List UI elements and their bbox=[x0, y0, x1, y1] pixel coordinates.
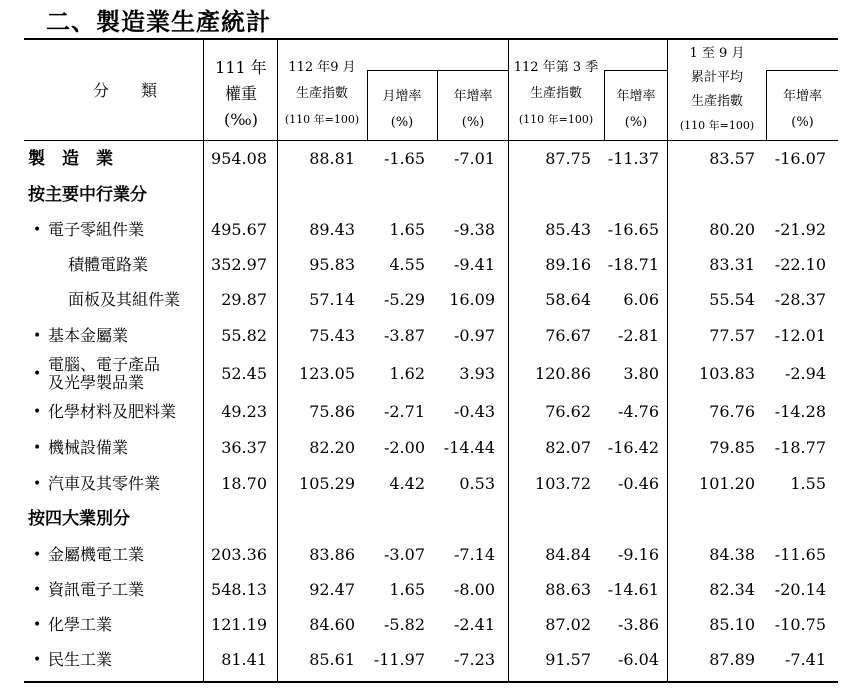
table-cell: -10.75 bbox=[774, 615, 826, 634]
table-cell: 91.57 bbox=[545, 650, 591, 669]
table-cell: -0.97 bbox=[453, 326, 495, 345]
table-cell: 82.34 bbox=[709, 580, 755, 599]
table-cell: -16.07 bbox=[774, 149, 826, 168]
table-cell: -20.14 bbox=[774, 580, 826, 599]
table-cell: 84.60 bbox=[309, 615, 355, 634]
table-cell: 81.41 bbox=[221, 650, 267, 669]
row-label: 按主要中行業分 bbox=[28, 185, 147, 205]
table-cell: 76.62 bbox=[545, 402, 591, 421]
table-row bbox=[0, 607, 866, 643]
table-cell: 3.80 bbox=[623, 364, 659, 383]
table-cell: 495.67 bbox=[211, 220, 267, 239]
table-cell: 89.43 bbox=[309, 220, 355, 239]
table-cell: 77.57 bbox=[709, 326, 755, 345]
table-row bbox=[0, 141, 866, 177]
table-cell: 75.43 bbox=[309, 326, 355, 345]
header-category: 分 類 bbox=[92, 81, 157, 100]
table-cell: 92.47 bbox=[309, 580, 355, 599]
table-cell: -6.04 bbox=[617, 650, 659, 669]
table-row bbox=[0, 212, 866, 248]
table-cell: -3.07 bbox=[383, 545, 425, 564]
table-cell: 84.84 bbox=[545, 545, 591, 564]
table-row bbox=[0, 318, 866, 354]
page-title: 二、製造業生產統計 bbox=[46, 8, 271, 36]
bullet-mark: • bbox=[33, 222, 42, 238]
table-cell: 84.38 bbox=[709, 545, 755, 564]
row-label-line1: 電腦、電子產品 bbox=[48, 355, 161, 374]
table-cell: 88.63 bbox=[545, 580, 591, 599]
table-cell: -0.46 bbox=[617, 474, 659, 493]
table-cell: 18.70 bbox=[221, 474, 267, 493]
table-cell: -22.10 bbox=[774, 255, 826, 274]
table-cell: 1.65 bbox=[389, 220, 425, 239]
bullet-mark: • bbox=[33, 547, 42, 563]
table-cell: 101.20 bbox=[699, 474, 755, 493]
table-cell: -2.00 bbox=[383, 438, 425, 457]
row-label: 電子零組件業 bbox=[48, 220, 145, 239]
table-cell: 76.67 bbox=[545, 326, 591, 345]
table-cell: 85.10 bbox=[709, 615, 755, 634]
table-cell: 103.83 bbox=[699, 364, 755, 383]
bullet-mark: • bbox=[33, 652, 42, 668]
table-cell: 80.20 bbox=[709, 220, 755, 239]
header-mom: 月增率 (%) bbox=[382, 89, 422, 130]
table-cell: -12.01 bbox=[774, 326, 826, 345]
table-cell: 82.20 bbox=[309, 438, 355, 457]
table-cell: 83.31 bbox=[709, 255, 755, 274]
table-cell: -2.41 bbox=[453, 615, 495, 634]
table-cell: -9.41 bbox=[453, 255, 495, 274]
table-cell: 352.97 bbox=[211, 255, 267, 274]
bullet-mark: • bbox=[33, 617, 42, 633]
row-label: 基本金屬業 bbox=[48, 326, 129, 345]
bullet-mark: • bbox=[33, 582, 42, 598]
row-label-line2: 及光學製品業 bbox=[48, 373, 145, 392]
table-cell: -18.77 bbox=[774, 438, 826, 457]
table-cell: 88.81 bbox=[309, 149, 355, 168]
table-cell: 83.57 bbox=[709, 149, 755, 168]
table-row bbox=[0, 501, 866, 537]
table-cell: -2.81 bbox=[617, 326, 659, 345]
table-cell: -14.61 bbox=[607, 580, 659, 599]
table-cell: 55.82 bbox=[221, 326, 267, 345]
header-index-q3: 112 年第 3 季 生產指數 (110 年=100) bbox=[513, 60, 599, 126]
table-cell: 89.16 bbox=[545, 255, 591, 274]
table-row bbox=[0, 537, 866, 573]
table-cell: 954.08 bbox=[211, 149, 267, 168]
table-cell: 87.89 bbox=[709, 650, 755, 669]
table-row bbox=[0, 572, 866, 608]
header-index-cum: 1 至 9 月 累計平均 生產指數 (110 年=100) bbox=[679, 46, 755, 132]
row-label: 製 造 業 bbox=[28, 149, 113, 169]
table-cell: 121.19 bbox=[211, 615, 267, 634]
table-row bbox=[0, 282, 866, 318]
table-cell: -7.01 bbox=[453, 149, 495, 168]
table-cell: 85.61 bbox=[309, 650, 355, 669]
table-row bbox=[0, 177, 866, 213]
table-row bbox=[0, 642, 866, 678]
table-cell: -8.00 bbox=[453, 580, 495, 599]
table-cell: 83.86 bbox=[309, 545, 355, 564]
table-cell: 95.83 bbox=[309, 255, 355, 274]
table-cell: -5.29 bbox=[383, 290, 425, 309]
header-mid-rule-3 bbox=[766, 70, 838, 71]
table-cell: 52.45 bbox=[221, 364, 267, 383]
table-cell: -16.65 bbox=[607, 220, 659, 239]
table-cell: 75.86 bbox=[309, 402, 355, 421]
table-cell: -14.28 bbox=[774, 402, 826, 421]
table-cell: 6.06 bbox=[623, 290, 659, 309]
header-yoy-q3: 年增率 (%) bbox=[616, 89, 656, 130]
table-cell: -0.43 bbox=[453, 402, 495, 421]
bullet-mark: • bbox=[33, 366, 42, 382]
table-cell: 49.23 bbox=[221, 402, 267, 421]
table-cell: 103.72 bbox=[535, 474, 591, 493]
table-cell: 1.65 bbox=[389, 580, 425, 599]
row-label: 汽車及其零件業 bbox=[48, 474, 161, 493]
table-cell: -11.97 bbox=[373, 650, 425, 669]
row-label: 積體電路業 bbox=[68, 255, 149, 274]
table-cell: 29.87 bbox=[221, 290, 267, 309]
table-cell: 120.86 bbox=[535, 364, 591, 383]
table-row bbox=[0, 394, 866, 430]
table-cell: -11.37 bbox=[607, 149, 659, 168]
table-cell: -16.42 bbox=[607, 438, 659, 457]
table-cell: -7.23 bbox=[453, 650, 495, 669]
table-cell: -9.16 bbox=[617, 545, 659, 564]
table-cell: -2.94 bbox=[784, 364, 826, 383]
table-top-rule bbox=[24, 38, 838, 40]
table-cell: 203.36 bbox=[211, 545, 267, 564]
table-cell: 1.62 bbox=[389, 364, 425, 383]
table-row bbox=[0, 430, 866, 466]
row-label: 資訊電子工業 bbox=[48, 580, 145, 599]
table-cell: -28.37 bbox=[774, 290, 826, 309]
row-label: 按四大業別分 bbox=[28, 509, 130, 529]
table-cell: -7.14 bbox=[453, 545, 495, 564]
table-cell: 58.64 bbox=[545, 290, 591, 309]
row-label: 民生工業 bbox=[48, 650, 113, 669]
table-cell: 79.85 bbox=[709, 438, 755, 457]
header-mid-rule-2 bbox=[604, 70, 668, 71]
table-cell: 1.55 bbox=[790, 474, 826, 493]
table-cell: 123.05 bbox=[299, 364, 355, 383]
header-weight: 111 年 權重 (‰) bbox=[215, 58, 267, 129]
table-cell: -4.76 bbox=[617, 402, 659, 421]
row-label: 面板及其組件業 bbox=[68, 290, 181, 309]
table-cell: 0.53 bbox=[459, 474, 495, 493]
header-yoy-cum: 年增率 (%) bbox=[782, 89, 822, 130]
bullet-mark: • bbox=[33, 328, 42, 344]
bullet-mark: • bbox=[33, 404, 42, 420]
table-cell: 36.37 bbox=[221, 438, 267, 457]
table-cell: -18.71 bbox=[607, 255, 659, 274]
table-cell: -14.44 bbox=[443, 438, 495, 457]
row-label: 化學工業 bbox=[48, 615, 113, 634]
table-cell: 548.13 bbox=[211, 580, 267, 599]
row-label: 金屬機電工業 bbox=[48, 545, 145, 564]
table-cell: -7.41 bbox=[784, 650, 826, 669]
table-cell: 82.07 bbox=[545, 438, 591, 457]
table-row bbox=[0, 356, 866, 392]
bullet-mark: • bbox=[33, 440, 42, 456]
table-cell: 85.43 bbox=[545, 220, 591, 239]
header-index-sep: 112 年9 月 生產指數 (110 年=100) bbox=[284, 60, 360, 126]
table-cell: 4.55 bbox=[389, 255, 425, 274]
table-cell: 87.02 bbox=[545, 615, 591, 634]
row-label: 機械設備業 bbox=[48, 438, 129, 457]
table-cell: 16.09 bbox=[449, 290, 495, 309]
row-label: 化學材料及肥料業 bbox=[48, 402, 177, 421]
table-cell: -2.71 bbox=[383, 402, 425, 421]
table-cell: 4.42 bbox=[389, 474, 425, 493]
table-row bbox=[0, 247, 866, 283]
table-row bbox=[0, 466, 866, 502]
table-cell: -11.65 bbox=[774, 545, 826, 564]
header-mid-rule bbox=[367, 70, 509, 71]
table-cell: -5.82 bbox=[383, 615, 425, 634]
table-cell: 76.76 bbox=[709, 402, 755, 421]
table-cell: -3.86 bbox=[617, 615, 659, 634]
bullet-mark: • bbox=[33, 476, 42, 492]
row-label bbox=[48, 356, 160, 392]
table-cell: -21.92 bbox=[774, 220, 826, 239]
table-cell: 3.93 bbox=[459, 364, 495, 383]
table-bottom-rule bbox=[24, 681, 838, 683]
table-cell: 105.29 bbox=[299, 474, 355, 493]
header-yoy-sep: 年增率 (%) bbox=[453, 89, 493, 130]
table-cell: -1.65 bbox=[383, 149, 425, 168]
table-cell: 57.14 bbox=[309, 290, 355, 309]
table-cell: 55.54 bbox=[709, 290, 755, 309]
table-cell: -3.87 bbox=[383, 326, 425, 345]
table-cell: 87.75 bbox=[545, 149, 591, 168]
table-cell: -9.38 bbox=[453, 220, 495, 239]
